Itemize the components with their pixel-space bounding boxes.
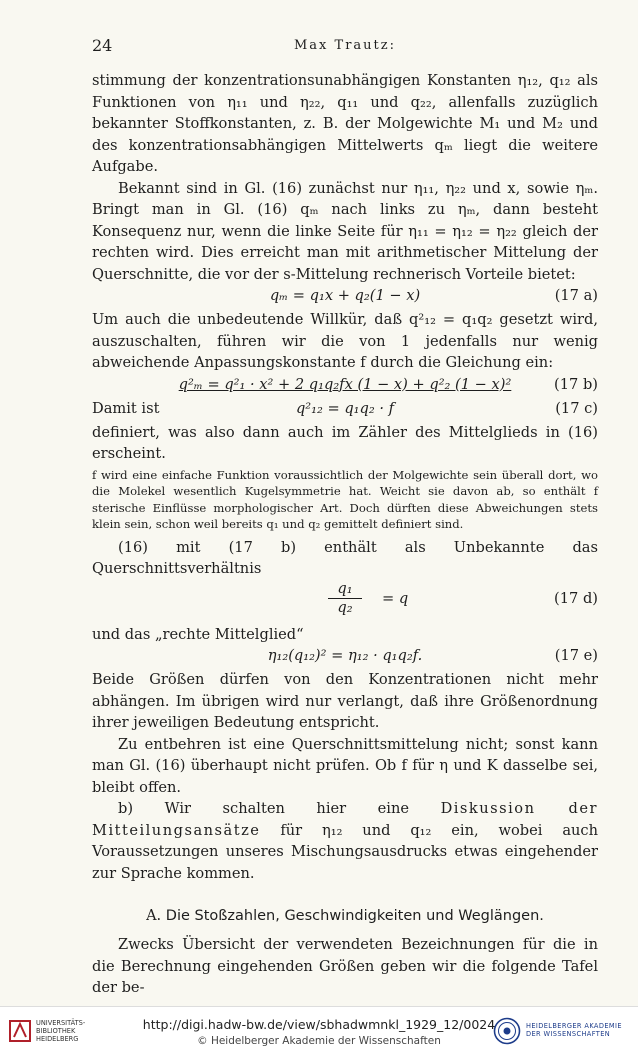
- equation-formula: q²₁₂ = q₁q₂ · f: [295, 399, 395, 417]
- equation-17d: [92, 580, 598, 624]
- page-number: 24: [92, 36, 113, 55]
- running-head: Max Trautz:: [294, 38, 396, 53]
- equation-number: (17 d): [554, 589, 598, 607]
- fraction-denominator: q₂: [337, 598, 353, 616]
- equation-formula: qₘ = q₁x + q₂(1 − x): [269, 287, 421, 304]
- paragraph: Beide Größen dürfen von den Konzentrationen nicht mehr abhängen. Im übrigen wird nur verlangt, daß ihre Größenordnung ihrer jeweiligen Bedeutung entspricht.: [92, 671, 598, 731]
- page-body: [92, 70, 598, 999]
- paragraph: definiert, was also dann auch im Zähler des Mittelglieds in (16) erscheint.: [92, 423, 598, 462]
- paragraph: Bekannt sind in Gl. (16) zunächst nur η₁₁, η₂₂ und x, sowie ηₘ. Bringt man in Gl. (16) qₘ nach links zu ηₘ, dann besteht Konsequenz nur, wenn die linke Seite für η₁₁ = η₁₂ = η₂₂ gleich der rechten wird. Dies erreicht man mit arithmetischer Mittelung der Querschnitte, die vor der s-Mittelung rechnerisch Vorteile bietet:: [92, 179, 598, 283]
- paragraph: [92, 798, 598, 884]
- page-header: [92, 36, 598, 58]
- equation-17a: [92, 285, 598, 309]
- equation-formula: q²ₘ = q²₁ · x² + 2 q₁q₂fx (1 − x) + q²₂ (1 − x)²: [178, 375, 512, 393]
- paragraph: (16) mit (17 b) enthält als Unbekannte das Querschnittsverhältnis: [92, 538, 598, 577]
- equation-label: Damit ist: [92, 399, 160, 417]
- equation-rhs: = q: [382, 589, 409, 607]
- copyright-text: © Heidelberger Akademie der Wissenschaften: [197, 1035, 441, 1047]
- equation-number: (17 a): [554, 287, 598, 304]
- paragraph: und das „rechte Mittelglied“: [92, 625, 304, 643]
- fraction-numerator: q₁: [328, 580, 362, 599]
- paragraph: Um auch die unbedeutende Willkür, daß q²₁₂ = q₁q₂ gesetzt wird, auszuschalten, führen wir die von 1 jedenfalls nur wenig abweichende Anpassungskonstante f durch die Gleichung ein:: [92, 311, 598, 371]
- equation-17b: [92, 374, 598, 398]
- equation-formula: η₁₂(q₁₂)² = η₁₂ · q₁q₂f.: [267, 647, 423, 664]
- fraction: [328, 580, 362, 616]
- paragraph: stimmung der konzentrationsunabhängigen Konstanten η₁₂, q₁₂ als Funktionen von η₁₁ und η₂₂, q₁₁ und q₂₂, allenfalls zuzüglich bekannter Stoffkonstanten, z. B. der Molgewichte M₁ und M₂ und des konzentrationsabhängigen Mittelwerts qₘ liegt die weitere Aufgabe.: [92, 72, 598, 175]
- source-url-link[interactable]: http://digi.hadw-bw.de/view/sbhadwmnkl_1929_12/0024: [142, 1017, 496, 1032]
- paragraph-start: b) Wir schalten hier eine: [118, 800, 409, 817]
- footer-bar: [0, 1006, 638, 1052]
- university-library-name: UNIVERSITÄTS- BIBLIOTHEK HEIDELBERG: [36, 1019, 86, 1043]
- equation-17e: [92, 645, 598, 669]
- equation-number: (17 b): [554, 375, 598, 393]
- equation-number: (17 c): [555, 399, 598, 417]
- paragraph-end: für η₁₂ und q₁₂ ein, wobei auch Voraussetzungen unseres Mischungsausdrucks etwas eingehender zur Sprache kommen.: [92, 821, 598, 882]
- paragraph: Zwecks Übersicht der verwendeten Bezeichnungen für die in die Berechnung eingehenden Größen geben wir die folgende Tafel der be-: [92, 936, 598, 996]
- paragraph: Zu entbehren ist eine Querschnittsmittelung nicht; sonst kann man Gl. (16) überhaupt nicht prüfen. Ob f für η und K dasselbe sei, bleibt offen.: [92, 735, 598, 796]
- equation-17c: [92, 398, 598, 422]
- emphasized-text: Diskussion der Mitteilungsansätze: [92, 800, 599, 839]
- section-title: Die Stoßzahlen, Geschwindigkeiten und Weglängen.: [165, 908, 544, 924]
- section-letter: A.: [146, 908, 162, 924]
- academy-seal-icon: [493, 1017, 521, 1045]
- academy-name: HEIDELBERGER AKADEMIE DER WISSENSCHAFTEN: [526, 1022, 622, 1038]
- section-heading: [92, 908, 598, 924]
- footnote-text: f wird eine einfache Funktion voraussichtlich der Molgewichte sein überall dort, wo die Molekel wesentlich Kugelsymmetrie hat. Weicht sie davon ab, so enthält f sterische Einflüsse morphologischer Art. Doch dürften diese Abweichungen stets klein sein, schon weil bereits q₁ und q₂ gemittelt definiert sind.: [92, 467, 598, 531]
- equation-number: (17 e): [554, 647, 598, 664]
